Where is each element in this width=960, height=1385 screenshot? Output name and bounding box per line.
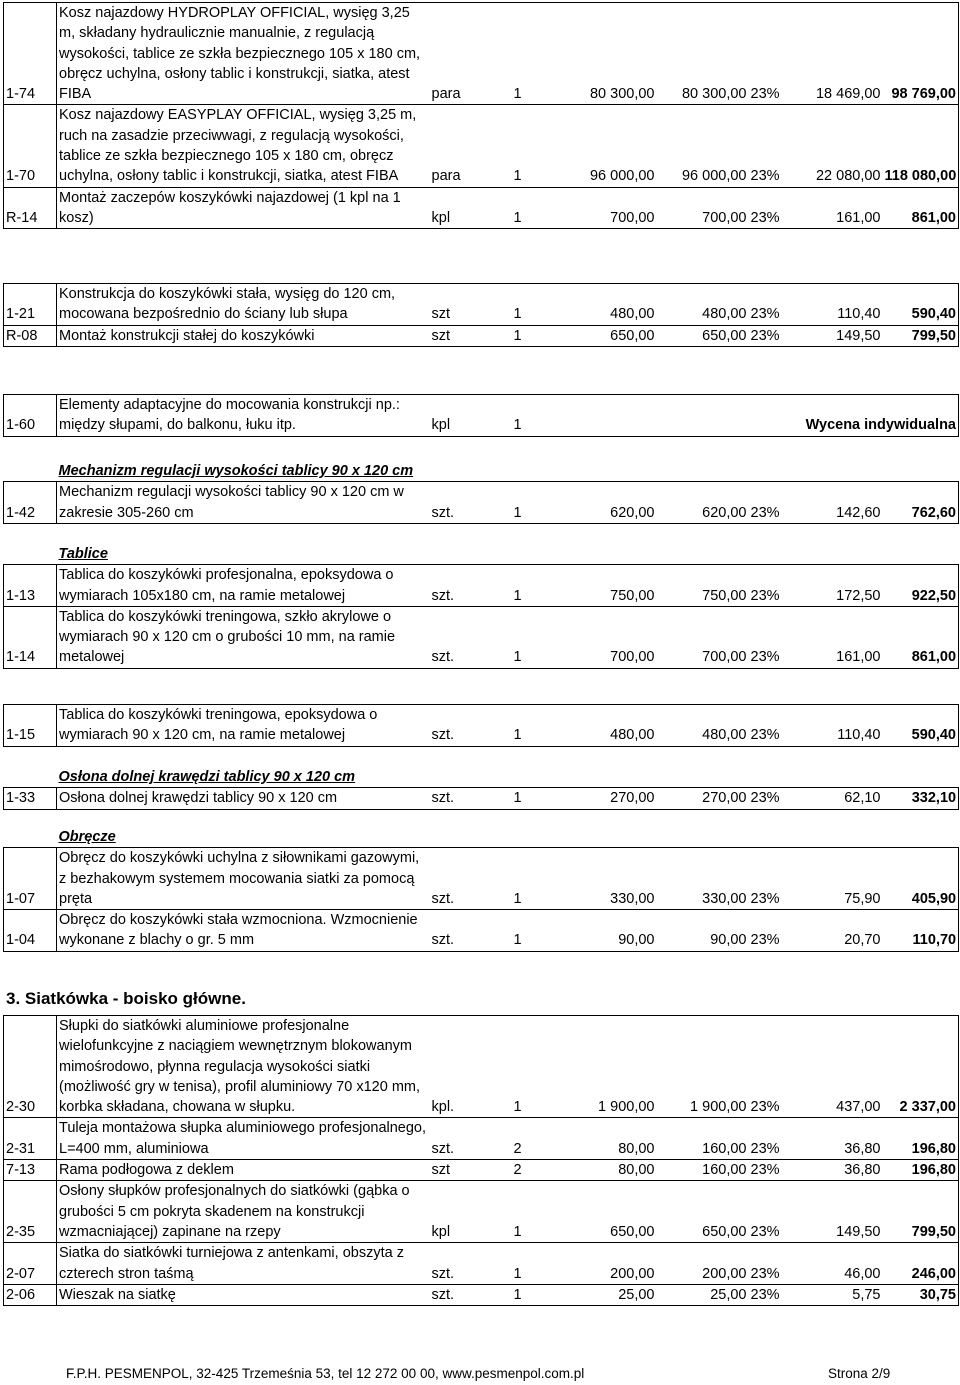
price-table-block bbox=[3, 544, 959, 669]
item-net-value: 160,00 bbox=[657, 1160, 749, 1181]
item-description: Kosz najazdowy HYDROPLAY OFFICIAL, wysięg 3,25 m, składany hydraulicznie manualnie, z regulacją wysokości, tablice ze szkła bezpiecznego 105 x 180 cm, obręcz uchylna, osłony tablic i konstrukcji, siatka, atest FIBA bbox=[57, 3, 430, 105]
item-unit: szt bbox=[430, 1160, 512, 1181]
item-unit-price: 480,00 bbox=[557, 284, 657, 326]
item-unit-price: 650,00 bbox=[557, 325, 657, 346]
item-quantity: 1 bbox=[512, 1016, 557, 1118]
item-description: Tuleja montażowa słupka aluminiowego profesjonalnego, L=400 mm, aluminiowa bbox=[57, 1118, 430, 1160]
table-row bbox=[4, 788, 959, 809]
footer-page-number: Strona 2/9 bbox=[828, 1366, 891, 1381]
item-unit-price: 80,00 bbox=[557, 1160, 657, 1181]
table-row bbox=[4, 325, 959, 346]
item-description: Mechanizm regulacji wysokości tablicy 90 x 120 cm w zakresie 305-260 cm bbox=[57, 482, 430, 524]
item-description: Osłony słupków profesjonalnych do siatkówki (gąbka o grubości 5 cm pokryta skadenem na konstrukcji wzmacniającej) zapinane na rzepy bbox=[57, 1181, 430, 1243]
item-description: Słupki do siatkówki aluminiowe profesjonalne wielofunkcyjne z naciągiem wewnętrznym blokowanym mimośrodowo, płynna regulacja wysokości siatki (możliwość gry w tenisa), profil aluminiowy 70 x120 mm, korbka składana, chowana w słupku. bbox=[57, 1016, 430, 1118]
item-vat-amount: 22 080,00 bbox=[793, 105, 883, 187]
item-vat-amount: 437,00 bbox=[793, 1016, 883, 1118]
table-row bbox=[4, 1160, 959, 1181]
item-net-value: 270,00 bbox=[657, 788, 749, 809]
item-gross-value: 118 080,00 bbox=[883, 105, 959, 187]
item-net-value: 620,00 bbox=[657, 482, 749, 524]
table-row bbox=[4, 1243, 959, 1285]
item-vat-amount: 36,80 bbox=[793, 1118, 883, 1160]
table-row bbox=[4, 187, 959, 229]
item-quantity: 1 bbox=[512, 284, 557, 326]
item-unit: szt. bbox=[430, 482, 512, 524]
item-unit-price: 200,00 bbox=[557, 1243, 657, 1285]
item-code: 2-06 bbox=[4, 1284, 57, 1305]
item-code: 1-33 bbox=[4, 788, 57, 809]
item-quantity: 1 bbox=[512, 788, 557, 809]
item-quantity: 1 bbox=[512, 1243, 557, 1285]
section-title: Mechanizm regulacji wysokości tablicy 90 x 120 cm bbox=[58, 463, 414, 479]
item-quantity: 1 bbox=[512, 482, 557, 524]
item-code: 2-35 bbox=[4, 1181, 57, 1243]
item-code: 1-74 bbox=[4, 3, 57, 105]
item-vat-amount: 161,00 bbox=[793, 606, 883, 668]
table-row bbox=[4, 848, 959, 910]
item-unit: szt. bbox=[430, 565, 512, 607]
item-gross-value: 332,10 bbox=[883, 788, 959, 809]
item-net-value: 160,00 bbox=[657, 1118, 749, 1160]
item-vat-rate: 23% bbox=[749, 1016, 793, 1118]
item-vat-amount: 46,00 bbox=[793, 1243, 883, 1285]
item-unit-price: 750,00 bbox=[557, 565, 657, 607]
item-code: R-14 bbox=[4, 187, 57, 229]
item-unit: szt. bbox=[430, 705, 512, 747]
item-gross-value: 405,90 bbox=[883, 848, 959, 910]
item-description: Osłona dolnej krawędzi tablicy 90 x 120 cm bbox=[57, 788, 430, 809]
item-quantity: 1 bbox=[512, 325, 557, 346]
item-vat-amount: 110,40 bbox=[793, 284, 883, 326]
item-gross-value: 590,40 bbox=[883, 284, 959, 326]
item-vat-rate: 23% bbox=[749, 565, 793, 607]
item-unit: szt. bbox=[430, 1243, 512, 1285]
item-unit: kpl bbox=[430, 395, 512, 437]
item-description: Tablica do koszykówki treningowa, epoksydowa o wymiarach 90 x 120 cm, na ramie metalowej bbox=[57, 705, 430, 747]
item-vat-rate: 23% bbox=[749, 848, 793, 910]
item-vat-rate: 23% bbox=[749, 187, 793, 229]
item-unit-price: 90,00 bbox=[557, 910, 657, 952]
item-gross-value: 196,80 bbox=[883, 1160, 959, 1181]
item-net-value: 480,00 bbox=[657, 705, 749, 747]
item-code: 7-13 bbox=[4, 1160, 57, 1181]
table-row bbox=[4, 910, 959, 952]
item-vat-rate: 23% bbox=[749, 105, 793, 187]
item-description: Obręcz do koszykówki stała wzmocniona. Wzmocnienie wykonane z blachy o gr. 5 mm bbox=[57, 910, 430, 952]
item-net-value: 330,00 bbox=[657, 848, 749, 910]
section-heading-volleyball: 3. Siatkówka - boisko główne. bbox=[6, 989, 246, 1008]
item-net-value: 200,00 bbox=[657, 1243, 749, 1285]
table-row bbox=[4, 606, 959, 668]
item-code: 2-30 bbox=[4, 1016, 57, 1118]
section-title: Osłona dolnej krawędzi tablicy 90 x 120 cm bbox=[58, 769, 356, 785]
item-net-value: 700,00 bbox=[657, 606, 749, 668]
item-quantity: 1 bbox=[512, 606, 557, 668]
item-code: R-08 bbox=[4, 325, 57, 346]
item-unit-price: 650,00 bbox=[557, 1181, 657, 1243]
item-unit-price: 700,00 bbox=[557, 187, 657, 229]
table-row bbox=[4, 105, 959, 187]
price-table-block bbox=[3, 2, 959, 229]
section-title: Tablice bbox=[58, 546, 108, 562]
item-description: Siatka do siatkówki turniejowa z antenkami, obszyta z czterech stron taśmą bbox=[57, 1243, 430, 1285]
item-vat-amount: 18 469,00 bbox=[793, 3, 883, 105]
table-row bbox=[4, 482, 959, 524]
table-row bbox=[4, 1284, 959, 1305]
item-quantity: 2 bbox=[512, 1118, 557, 1160]
item-net-value: 650,00 bbox=[657, 325, 749, 346]
item-net-value: 80 300,00 bbox=[657, 3, 749, 105]
item-gross-value: 861,00 bbox=[883, 606, 959, 668]
item-quantity: 1 bbox=[512, 1181, 557, 1243]
price-table-block bbox=[3, 827, 959, 952]
item-vat-amount: 20,70 bbox=[793, 910, 883, 952]
item-gross-value: 799,50 bbox=[883, 325, 959, 346]
item-code: 1-15 bbox=[4, 705, 57, 747]
item-code: 2-07 bbox=[4, 1243, 57, 1285]
item-gross-value: 196,80 bbox=[883, 1118, 959, 1160]
item-vat-rate: 23% bbox=[749, 1118, 793, 1160]
item-unit: szt. bbox=[430, 1118, 512, 1160]
item-unit-price: 80 300,00 bbox=[557, 3, 657, 105]
item-description: Elementy adaptacyjne do mocowania konstrukcji np.: między słupami, do balkonu, łuku itp. bbox=[57, 395, 430, 437]
item-quantity: 2 bbox=[512, 1160, 557, 1181]
section-title: Obręcze bbox=[58, 829, 116, 845]
item-vat-rate: 23% bbox=[749, 1284, 793, 1305]
item-code: 1-14 bbox=[4, 606, 57, 668]
item-vat-rate: 23% bbox=[749, 910, 793, 952]
item-code: 1-21 bbox=[4, 284, 57, 326]
item-net-value: 650,00 bbox=[657, 1181, 749, 1243]
item-code: 1-42 bbox=[4, 482, 57, 524]
item-gross-value: 590,40 bbox=[883, 705, 959, 747]
item-quantity: 1 bbox=[512, 1284, 557, 1305]
item-code: 1-04 bbox=[4, 910, 57, 952]
item-quantity: 1 bbox=[512, 705, 557, 747]
item-gross-value: 922,50 bbox=[883, 565, 959, 607]
item-unit-price: 700,00 bbox=[557, 606, 657, 668]
item-vat-amount: 5,75 bbox=[793, 1284, 883, 1305]
item-vat-rate: 23% bbox=[749, 1181, 793, 1243]
item-unit: szt bbox=[430, 325, 512, 346]
footer-company: F.P.H. PESMENPOL, 32-425 Trzemeśnia 53, tel 12 272 00 00, www.pesmenpol.com.pl bbox=[66, 1366, 585, 1381]
price-table-block bbox=[3, 767, 959, 810]
item-unit-price: 620,00 bbox=[557, 482, 657, 524]
item-description: Montaż zaczepów koszykówki najazdowej (1 kpl na 1 kosz) bbox=[57, 187, 430, 229]
item-vat-amount: 110,40 bbox=[793, 705, 883, 747]
item-vat-amount: 75,90 bbox=[793, 848, 883, 910]
item-quantity: 1 bbox=[512, 105, 557, 187]
item-unit: szt. bbox=[430, 1284, 512, 1305]
item-vat-amount: 149,50 bbox=[793, 325, 883, 346]
item-unit: kpl. bbox=[430, 1016, 512, 1118]
item-gross-value: 30,75 bbox=[883, 1284, 959, 1305]
item-gross-value: 861,00 bbox=[883, 187, 959, 229]
table-row bbox=[4, 3, 959, 105]
price-table-block bbox=[3, 394, 959, 437]
table-row bbox=[4, 395, 959, 437]
item-quantity: 1 bbox=[512, 910, 557, 952]
item-gross-value: 110,70 bbox=[883, 910, 959, 952]
item-code: 2-31 bbox=[4, 1118, 57, 1160]
item-unit-price: 480,00 bbox=[557, 705, 657, 747]
item-unit: kpl bbox=[430, 187, 512, 229]
item-unit-price: 96 000,00 bbox=[557, 105, 657, 187]
price-table-block bbox=[3, 704, 959, 747]
table-row bbox=[4, 705, 959, 747]
item-gross-value: 2 337,00 bbox=[883, 1016, 959, 1118]
table-row bbox=[4, 1181, 959, 1243]
item-net-value: 1 900,00 bbox=[657, 1016, 749, 1118]
item-quantity: 1 bbox=[512, 395, 557, 437]
item-vat-amount: 172,50 bbox=[793, 565, 883, 607]
item-unit: szt. bbox=[430, 606, 512, 668]
item-description: Konstrukcja do koszykówki stała, wysięg do 120 cm, mocowana bezpośrednio do ściany lub słupa bbox=[57, 284, 430, 326]
item-gross-value: 762,60 bbox=[883, 482, 959, 524]
item-gross-value: 799,50 bbox=[883, 1181, 959, 1243]
table-row bbox=[4, 1016, 959, 1118]
item-net-value: 96 000,00 bbox=[657, 105, 749, 187]
item-vat-rate: 23% bbox=[749, 705, 793, 747]
item-vat-amount: 36,80 bbox=[793, 1160, 883, 1181]
item-net-value: 700,00 bbox=[657, 187, 749, 229]
item-gross-value: 246,00 bbox=[883, 1243, 959, 1285]
item-vat-rate: 23% bbox=[749, 482, 793, 524]
item-unit-price: 330,00 bbox=[557, 848, 657, 910]
price-table-block bbox=[3, 461, 959, 524]
item-net-value: 90,00 bbox=[657, 910, 749, 952]
item-description: Tablica do koszykówki profesjonalna, epoksydowa o wymiarach 105x180 cm, na ramie metalowej bbox=[57, 565, 430, 607]
item-vat-amount: 62,10 bbox=[793, 788, 883, 809]
item-vat-rate: 23% bbox=[749, 284, 793, 326]
item-quantity: 1 bbox=[512, 565, 557, 607]
item-vat-amount: 161,00 bbox=[793, 187, 883, 229]
table-row bbox=[4, 1118, 959, 1160]
item-code: 1-60 bbox=[4, 395, 57, 437]
item-gross-value: 98 769,00 bbox=[883, 3, 959, 105]
item-vat-rate: 23% bbox=[749, 1243, 793, 1285]
item-description: Tablica do koszykówki treningowa, szkło akrylowe o wymiarach 90 x 120 cm o grubości 10 mm, na ramie metalowej bbox=[57, 606, 430, 668]
item-unit: szt bbox=[430, 284, 512, 326]
item-description: Rama podłogowa z deklem bbox=[57, 1160, 430, 1181]
item-code: 1-13 bbox=[4, 565, 57, 607]
item-unit: para bbox=[430, 105, 512, 187]
item-net-value: 750,00 bbox=[657, 565, 749, 607]
item-net-value: 480,00 bbox=[657, 284, 749, 326]
item-vat-amount: 142,60 bbox=[793, 482, 883, 524]
item-code: 1-07 bbox=[4, 848, 57, 910]
item-unit-price: 1 900,00 bbox=[557, 1016, 657, 1118]
item-unit: para bbox=[430, 3, 512, 105]
item-unit: szt. bbox=[430, 788, 512, 809]
item-unit: szt. bbox=[430, 910, 512, 952]
item-unit-price: 270,00 bbox=[557, 788, 657, 809]
item-description: Wieszak na siatkę bbox=[57, 1284, 430, 1305]
item-description: Montaż konstrukcji stałej do koszykówki bbox=[57, 325, 430, 346]
item-unit: kpl bbox=[430, 1181, 512, 1243]
item-vat-rate: 23% bbox=[749, 325, 793, 346]
item-vat-rate: 23% bbox=[749, 1160, 793, 1181]
item-quantity: 1 bbox=[512, 187, 557, 229]
item-code: 1-70 bbox=[4, 105, 57, 187]
item-vat-amount: 149,50 bbox=[793, 1181, 883, 1243]
item-unit: szt. bbox=[430, 848, 512, 910]
item-unit-price: 25,00 bbox=[557, 1284, 657, 1305]
item-vat-rate: 23% bbox=[749, 606, 793, 668]
table-row bbox=[4, 565, 959, 607]
item-unit-price: 80,00 bbox=[557, 1118, 657, 1160]
price-table-block bbox=[3, 283, 959, 347]
item-net-value: 25,00 bbox=[657, 1284, 749, 1305]
item-gross-value: Wycena indywidualna bbox=[557, 395, 959, 437]
item-vat-rate: 23% bbox=[749, 3, 793, 105]
table-row bbox=[4, 284, 959, 326]
item-vat-rate: 23% bbox=[749, 788, 793, 809]
item-quantity: 1 bbox=[512, 848, 557, 910]
item-description: Obręcz do koszykówki uchylna z siłownikami gazowymi, z bezhakowym systemem mocowania siatki za pomocą pręta bbox=[57, 848, 430, 910]
price-table-block bbox=[3, 1015, 959, 1306]
item-description: Kosz najazdowy EASYPLAY OFFICIAL, wysięg 3,25 m, ruch na zasadzie przeciwwagi, z regulacją wysokości, tablice ze szkła bezpiecznego 105 x 180 cm, obręcz uchylna, osłony tablic i konstrukcji, siatka, atest FIBA bbox=[57, 105, 430, 187]
item-quantity: 1 bbox=[512, 3, 557, 105]
